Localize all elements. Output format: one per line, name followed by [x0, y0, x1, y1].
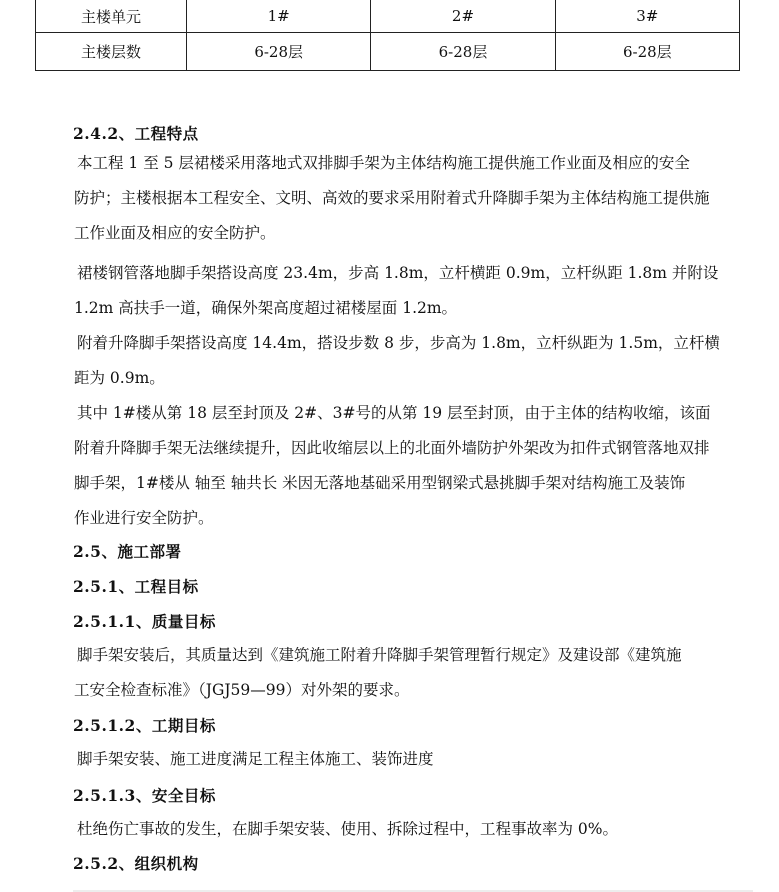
paragraph-line: 1.2m 高扶手一道，确保外架高度超过裙楼屋面 1.2m。 [74, 299, 458, 317]
paragraph-line: 工作业面及相应的安全防护。 [74, 224, 276, 242]
section-heading: 2.5.2、组织机构 [73, 854, 199, 873]
table-cell: 3# [555, 0, 739, 33]
paragraph-line: 杜绝伤亡事故的发生，在脚手架安装、使用、拆除过程中，工程事故率为 0%。 [77, 820, 619, 838]
table-cell: 6-28层 [371, 33, 555, 71]
paragraph [51, 396, 779, 536]
section-heading: 2.5、施工部署 [73, 542, 182, 561]
section-heading: 2.5.1、工程目标 [73, 577, 199, 596]
section-heading: 2.5.1.1、质量目标 [73, 612, 216, 631]
table-cell: 主楼层数 [36, 33, 187, 71]
paragraph [51, 146, 779, 251]
paragraph-line: 脚手架安装后，其质量达到《建筑施工附着升降脚手架管理暂行规定》及建设部《建筑施 [77, 646, 682, 664]
paragraph [51, 256, 779, 326]
cut-off-text-line [73, 878, 773, 892]
table-cell: 6-28层 [555, 33, 739, 71]
paragraph-line: 防护；主楼根据本工程安全、文明、高效的要求采用附着式升降脚手架为主体结构施工提供施 [74, 189, 710, 207]
paragraph [51, 638, 779, 708]
paragraph [51, 742, 779, 777]
table-row [36, 33, 740, 71]
paragraph-line: 附着升降脚手架搭设高度 14.4m，搭设步数 8 步，步高为 1.8m，立杆纵距为 1.5m，立杆横 [77, 334, 720, 352]
paragraph-line: 附着升降脚手架无法继续提升，因此收缩层以上的北面外墙防护外架改为扣件式钢管落地双排 [74, 439, 710, 457]
paragraph-line: 工安全检查标准》（JGJ59—99）对外架的要求。 [74, 681, 410, 699]
paragraph-line: 脚手架安装、施工进度满足工程主体施工、装饰进度 [77, 750, 434, 768]
building-units-table [35, 0, 740, 71]
table-cell: 主楼单元 [36, 0, 187, 33]
table-row [36, 0, 740, 33]
paragraph-line: 作业进行安全防护。 [74, 509, 214, 527]
paragraph-line: 脚手架，1#楼从 轴至 轴共长 米因无落地基础采用型钢梁式悬挑脚手架对结构施工及装饰 [74, 474, 686, 492]
paragraph-line: 裙楼钢管落地脚手架搭设高度 23.4m，步高 1.8m，立杆横距 0.9m，立杆纵距 1.8m 并附设 [77, 264, 719, 282]
paragraph-line: 其中 1#楼从第 18 层至封顶及 2#、3#号的从第 19 层至封顶，由于主体的结构收缩，该面 [77, 404, 711, 422]
table-cell: 2# [371, 0, 555, 33]
section-heading: 2.5.1.2、工期目标 [73, 716, 216, 735]
section-heading: 2.4.2、工程特点 [73, 124, 199, 143]
paragraph-line: 本工程 1 至 5 层裙楼采用落地式双排脚手架为主体结构施工提供施工作业面及相应的安全 [77, 154, 690, 172]
section-heading: 2.5.1.3、安全目标 [73, 786, 216, 805]
paragraph-line: 距为 0.9m。 [74, 369, 165, 387]
paragraph [51, 812, 779, 847]
table-cell: 6-28层 [187, 33, 371, 71]
table-cell: 1# [187, 0, 371, 33]
paragraph [51, 326, 779, 396]
